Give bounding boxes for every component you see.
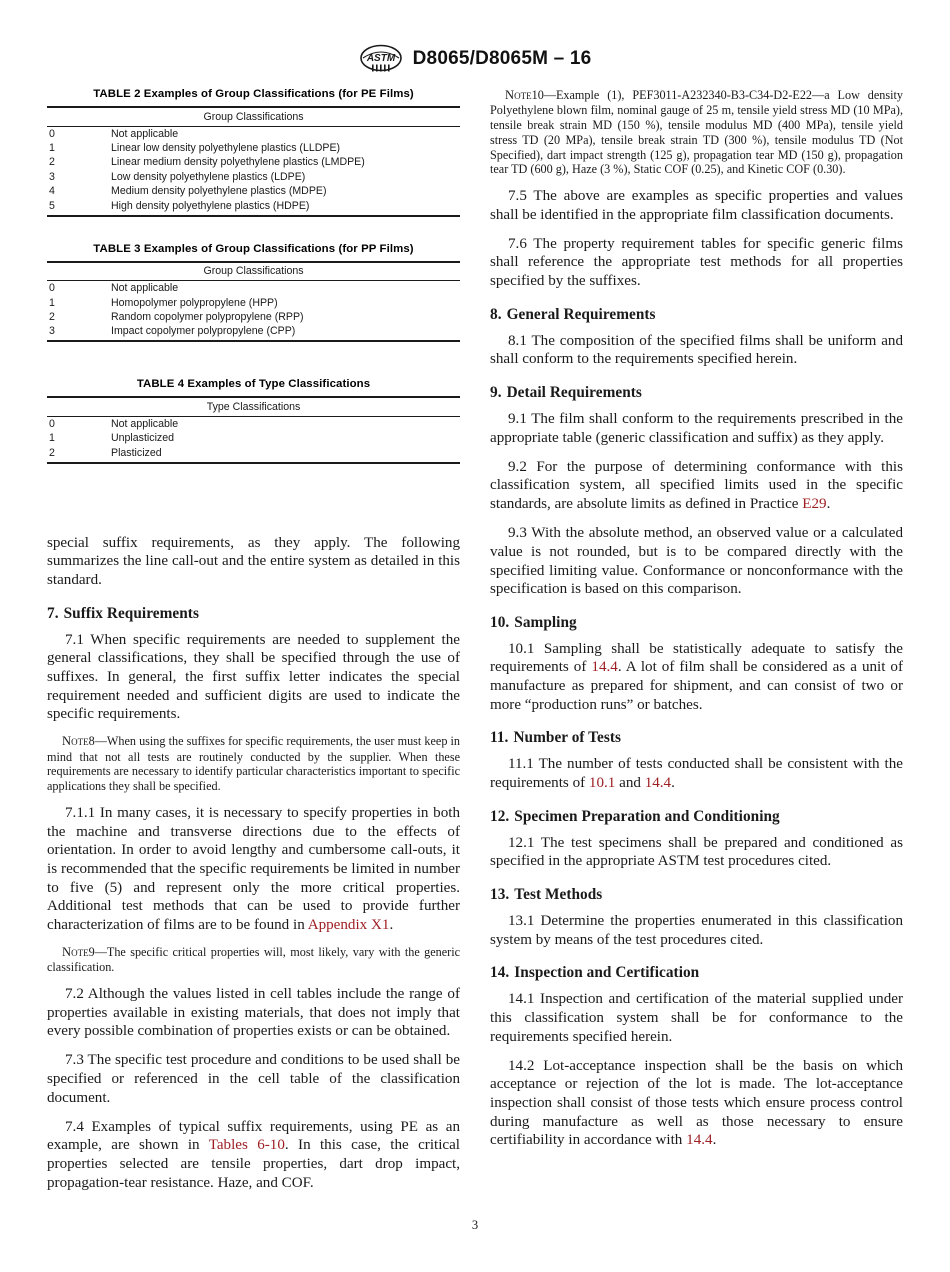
table-3-row-0-value: Not applicable (111, 282, 179, 295)
paragraph-11-1-mid: and (615, 775, 645, 792)
table-3-column-header: Group Classifications (47, 262, 460, 281)
page-header (0, 44, 950, 74)
heading-section-13-number: 13. (490, 885, 510, 903)
table-3-row-1-value: Homopolymer polypropylene (HPP) (111, 296, 278, 309)
paragraph-7-1-1 (47, 804, 460, 934)
heading-section-11-text: Number of Tests (513, 729, 621, 747)
table-row (47, 184, 460, 198)
table-3-row-2-key: 2 (49, 311, 55, 323)
table-2-column-header: Group Classifications (47, 107, 460, 126)
heading-section-10-number: 10. (490, 613, 510, 631)
heading-section-11 (490, 729, 903, 747)
table-3-row-0-key: 0 (49, 282, 55, 295)
table-2-caption: TABLE 2 Examples of Group Classifications (for PE Films) (93, 88, 414, 100)
table-3 (47, 261, 460, 343)
two-column-body (47, 88, 903, 1198)
link-10-1[interactable]: 10.1 (588, 775, 616, 792)
link-14-4-b[interactable]: 14.4 (644, 775, 672, 792)
table-row (47, 431, 460, 445)
paragraph-7-6: 7.6 The property requirement tables for specific generic films shall reference the appropriate test methods for all properties specified by the suffixes. (490, 235, 903, 290)
heading-section-7-text: Suffix Requirements (63, 604, 199, 622)
note-8-text: 8—When using the suffixes for specific requirements, the user must keep in mind that not all tests are routinely conducted by the supplier. When these requirements are necessary to identify particular characteristics important to specific applications they shall be specified. (47, 734, 460, 794)
paragraph-8-1: 8.1 The composition of the specified films shall be uniform and shall conform to the requirements specified herein. (490, 332, 903, 368)
paragraph-13-1: 13.1 Determine the properties enumerated in this classification system by means of the test procedures cited. (490, 912, 903, 948)
heading-section-8-number: 8. (490, 305, 502, 323)
table-4-row-2-key: 2 (47, 446, 111, 463)
link-appendix-x1[interactable]: Appendix X1 (307, 916, 390, 933)
note-8-label: Note (62, 734, 89, 749)
paragraph-14-2-post: . (712, 1132, 717, 1149)
heading-section-14-text: Inspection and Certification (514, 964, 700, 982)
heading-section-12-number: 12. (490, 807, 510, 825)
left-column (47, 88, 460, 1203)
paragraph-9-3: 9.3 With the absolute method, an observed value or a calculated value is not rounded, but is to be compared directly with the specified limiting value. Conformance or nonconformance with the specification is based on this comparison. (490, 525, 903, 598)
table-row (47, 295, 460, 309)
table-row (47, 324, 460, 341)
table-row (47, 170, 460, 184)
table-row (47, 155, 460, 169)
table-3-row-3-key: 3 (47, 324, 111, 341)
table-4-column-header: Type Classifications (47, 397, 460, 416)
table-2-row-2-key: 2 (49, 156, 55, 169)
table-4-caption: TABLE 4 Examples of Type Classifications (136, 378, 371, 391)
table-2-row-4-value: Medium density polyethylene plastics (MDPE) (111, 185, 327, 198)
table-row (47, 198, 460, 215)
paragraph-9-2-pre: 9.2 For the purpose of determining conformance with this classification system, all specified limits used in the specific standards, are absolute limits as defined in Practice (490, 458, 903, 513)
paragraph-12-1: 12.1 The test specimens shall be prepared and conditioned as specified in the appropriate ASTM test procedures cited. (490, 834, 903, 870)
heading-section-14 (490, 964, 903, 982)
paragraph-9-2-post: . (826, 496, 831, 513)
note-10-label: Note (505, 88, 532, 102)
table-4-row-1-value: Unplasticized (111, 432, 175, 445)
table-4-block (47, 378, 460, 463)
heading-section-13 (490, 886, 903, 904)
heading-section-9-text: Detail Requirements (506, 384, 642, 402)
heading-section-8-text: General Requirements (506, 305, 656, 323)
table-2-row-5-value: High density polyethylene plastics (HDPE) (111, 198, 460, 215)
paragraph-7-3: 7.3 The specific test procedure and conditions to be used shall be specified or referenced in the cell table of the classification document. (47, 1052, 460, 1106)
table-2-row-2-value: Linear medium density polyethylene plastics (LMDPE) (111, 156, 365, 169)
paragraph-11-1-pre: 11.1 The number of tests conducted shall be consistent with the requirements of (490, 756, 903, 792)
heading-section-12 (490, 808, 903, 826)
paragraph-9-2 (490, 458, 903, 514)
right-column (490, 88, 903, 1160)
table-row (47, 281, 460, 296)
heading-section-8 (490, 306, 903, 324)
note-9 (47, 945, 460, 975)
heading-section-14-number: 14. (490, 964, 510, 982)
paragraph-9-1: 9.1 The film shall conform to the requirements prescribed in the appropriate table (generic classification and suffix) as they apply. (490, 411, 903, 446)
paragraph-7-1: 7.1 When specific requirements are needed to supplement the general classifications, they shall be specified through the use of suffixes. In general, the first suffix letter indicates the special requirement needed and sufficient digits are used to indicate the specific requirements. (47, 631, 460, 723)
table-4-row-0-value: Not applicable (111, 418, 179, 431)
table-row (47, 310, 460, 324)
table-3-caption: TABLE 3 Examples of Group Classifications (for PP Films) (93, 242, 414, 255)
link-14-4-c[interactable]: 14.4 (686, 1132, 713, 1149)
paragraph-7-4-pre: 7.4 Examples of typical suffix requirements, using PE as an example, are shown in (47, 1118, 460, 1154)
table-2-row-3-key: 3 (49, 170, 55, 183)
document-title: D8065/D8065M – 16 (412, 48, 592, 69)
note-8 (47, 734, 460, 794)
table-2-row-4-key: 4 (49, 185, 55, 198)
heading-section-7 (47, 605, 460, 623)
heading-section-10-text: Sampling (514, 613, 577, 631)
heading-section-13-text: Test Methods (514, 885, 603, 903)
table-row (47, 416, 460, 431)
table-4-row-2-value: Plasticized (111, 446, 460, 463)
paragraph-10-1 (490, 640, 903, 715)
table-row (47, 446, 460, 463)
spacer (47, 490, 460, 534)
paragraph-14-1: 14.1 Inspection and certification of the material supplied under this classification system shall be for conformance to the requirements specified herein. (490, 991, 903, 1045)
paragraph-11-1-post: . (671, 775, 675, 792)
paragraph-7-4 (47, 1118, 460, 1193)
table-4-row-1-key: 1 (49, 432, 55, 445)
heading-section-11-number: 11. (490, 729, 509, 747)
page-number: 3 (471, 1218, 479, 1232)
note-9-text: 9—The specific critical properties will, most likely, vary with the generic classification. (47, 944, 460, 975)
note-10-text: 10—Example (1), PEF3011-A232340-B3-C34-D2-E22—a Low density Polyethylene blown film, nominal gauge of 25 m, tensile yield stress MD (10 MPa), tensile break strain MD (150 %), tensile modulus MD (400 MPa), tensile yield stress TD (20 MPa), tensile break strain TD (300 %), tensile modulus TD (Not Specified), dart impact strength (125 g), propagation tear MD (150 g), propagation tear TD (600 g), Haze (3 %), Static COF (0.25), and Kinetic COF (0.30). (490, 88, 903, 177)
table-2-row-0-key: 0 (49, 127, 55, 140)
table-2-block (47, 88, 460, 217)
table-2-row-0-value: Not applicable (111, 127, 179, 140)
heading-section-9 (490, 384, 903, 402)
heading-section-9-number: 9. (490, 384, 502, 402)
paragraph-11-1 (490, 755, 903, 792)
paragraph-7-1-1-post: . (389, 916, 394, 933)
note-10 (490, 88, 903, 177)
link-practice-e29[interactable]: E29 (802, 496, 827, 513)
table-2-row-1-value: Linear low density polyethylene plastics (LLDPE) (111, 142, 341, 155)
paragraph-10-1-post: . A lot of film shall be considered as a unit of manufacture as prepared for shipment, and can consist of two or more “production runs” or batches. (490, 659, 903, 713)
paragraph-10-1-pre: 10.1 Sampling shall be statistically adequate to satisfy the requirements of (490, 640, 903, 676)
table-2-row-3-value: Low density polyethylene plastics (LDPE) (111, 170, 306, 183)
table-3-row-2-value: Random copolymer polypropylene (RPP) (111, 311, 304, 323)
table-2-row-1-key: 1 (49, 142, 55, 155)
table-2-row-5-key: 5 (47, 198, 111, 215)
table-4-row-0-key: 0 (49, 418, 55, 431)
link-14-4-a[interactable]: 14.4 (591, 659, 618, 676)
table-3-block (47, 243, 460, 343)
paragraph-14-2-pre: 14.2 Lot-acceptance inspection shall be the basis on which acceptance or rejection of the lot is made. The lot-acceptance inspection shall consist of those tests which ensure process control during manufacture as well as those necessary to ensure certifiability in accordance with (490, 1057, 903, 1149)
svg-text:ASTM: ASTM (366, 53, 395, 64)
table-3-row-3-value: Impact copolymer polypropylene (CPP) (111, 324, 460, 341)
table-row (47, 126, 460, 141)
astm-logo-icon (359, 44, 403, 74)
link-tables-6-10[interactable]: Tables 6-10 (208, 1137, 285, 1154)
note-9-label: Note (62, 944, 89, 959)
heading-section-7-number: 7. (47, 604, 59, 622)
table-2 (47, 106, 460, 217)
heading-section-12-text: Specimen Preparation and Conditioning (514, 807, 780, 825)
paragraph-7-2: 7.2 Although the values listed in cell tables include the range of properties available in existing materials, that does not imply that every possible combination of properties exists or can be obtained. (47, 985, 460, 1040)
paragraph-intro: special suffix requirements, as they apply. The following summarizes the line call-out and the entire system as detailed in this standard. (47, 534, 460, 589)
paragraph-7-1-1-pre: 7.1.1 In many cases, it is necessary to specify properties in both the machine and transverse directions due to the effects of orientation. In order to avoid lengthy and cumbersome call-outs, it is recommended that the specific requirements be limited in number to five (5) and represent only the more critical properties. Additional test methods that can be used to provide further characterization of films are to be found in (47, 804, 460, 933)
table-row (47, 141, 460, 155)
paragraph-7-4-post: . In this case, the critical properties selected are tensile properties, dart drop impact, propagation-tear resistance. Haze, and COF. (47, 1137, 460, 1191)
paragraph-14-2 (490, 1057, 903, 1150)
table-4 (47, 396, 460, 463)
heading-section-10 (490, 614, 903, 632)
table-3-row-1-key: 1 (49, 296, 55, 309)
paragraph-7-5: 7.5 The above are examples as specific properties and values shall be identified in the appropriate film classification documents. (490, 188, 903, 223)
